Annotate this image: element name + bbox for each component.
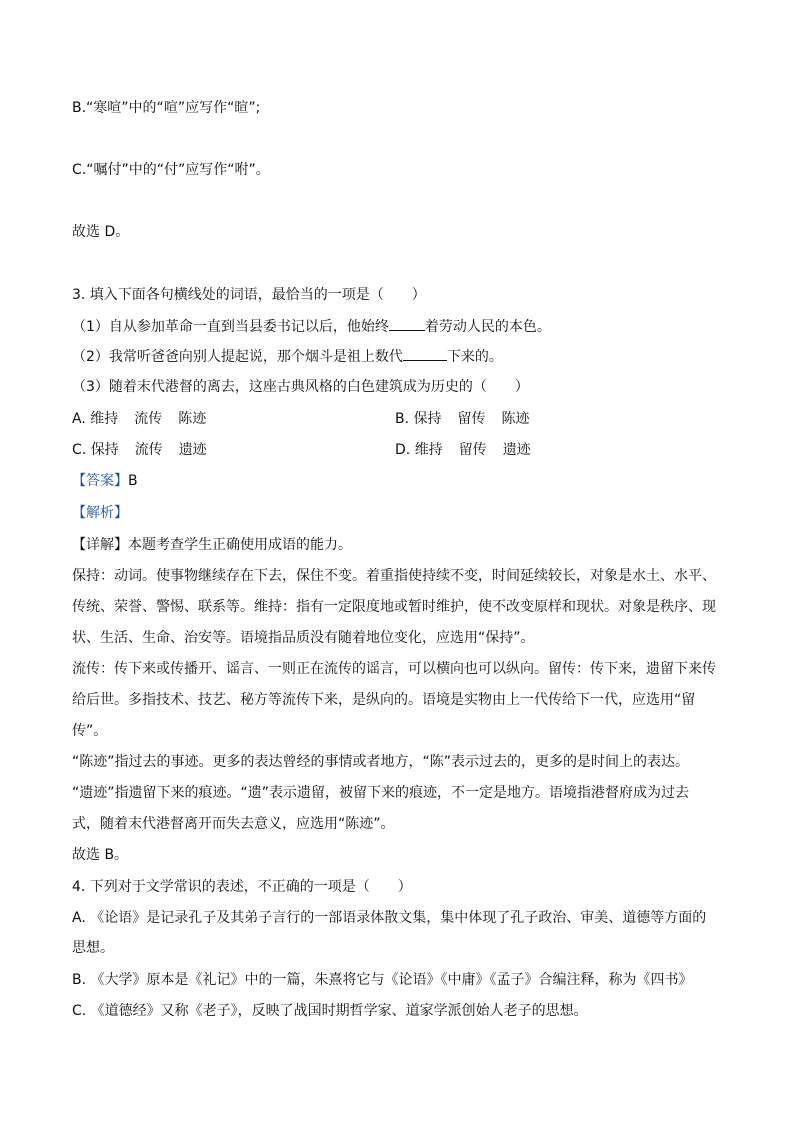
detail-line: “陈迹”指过去的事迹。更多的表达曾经的事情或者地方，“陈”表示过去的，更多的是时间上的表达。 [72, 754, 690, 770]
answer-line [72, 471, 138, 491]
option-word: 陈迹 [178, 411, 207, 427]
q3-option-a [72, 409, 206, 429]
option-letter: C. [72, 442, 87, 458]
option-word: 保持 [413, 411, 442, 427]
blank-line [389, 316, 425, 331]
detail-line: 传”。 [72, 723, 108, 739]
prev-option-b: B.“寒喧”中的“喧”应写作“暄”; [72, 100, 261, 116]
q4-option-a-cont: 思想。 [72, 940, 114, 956]
option-word: 流传 [134, 411, 163, 427]
option-word: 维持 [414, 442, 443, 458]
detail-tag: 【详解】 [72, 537, 128, 553]
q3-sentence-1 [72, 316, 551, 337]
q3-s1-b: 着劳动人民的本色。 [424, 319, 551, 335]
q3-option-c [72, 440, 207, 460]
q3-sentence-3: （3）随着末代港督的离去，这座古典风格的白色建筑成为历史的（ ） [72, 379, 529, 395]
option-letter: A. [72, 411, 86, 427]
option-word: 留传 [458, 442, 487, 458]
q4-option-c: C. 《道德经》又称《老子》，反映了战国时期哲学家、道家学派创始人老子的思想。 [72, 1003, 588, 1019]
option-letter: D. [395, 442, 411, 458]
prev-option-c: C.“嘱付”中的“付”应写作“咐”。 [72, 162, 270, 178]
detail-conclusion: 故选 B。 [72, 847, 129, 863]
detail-line-0: 【详解】本题考查学生正确使用成语的能力。 [72, 537, 352, 553]
detail-line: 式，随着末代港督离开而失去意义，应选用“陈迹”。 [72, 816, 395, 832]
analysis-tag: 【解析】 [72, 505, 128, 521]
q3-stem: 3. 填入下面各句横线处的词语，最恰当的一项是（ ） [72, 287, 426, 303]
q3-s2-b: 下来的。 [446, 349, 503, 365]
q3-s1-a: （1）自从参加革命一直到当县委书记以后，他始终 [72, 319, 389, 335]
option-word: 陈迹 [501, 411, 530, 427]
answer-value: B [128, 473, 138, 489]
detail-line: 状、生活、生命、治安等。语境指品质没有随着地位变化，应选用“保持”。 [72, 630, 535, 646]
option-letter: B. [395, 411, 410, 427]
detail-line: 传统、荣誉、警惕、联系等。维持：指有一定限度地或暂时维护，使不改变原样和现状。对象是秩序、现 [72, 599, 716, 615]
answer-tag: 【答案】 [72, 473, 128, 489]
prev-conclusion: 故选 D。 [72, 224, 130, 240]
q4-stem: 4. 下列对于文学常识的表述，不正确的一项是（ ） [72, 879, 412, 895]
detail-line: “遗迹”指遗留下来的痕迹。“遗”表示遗留，被留下来的痕迹，不一定是地方。语境指港督府成为过去 [72, 785, 690, 801]
q3-option-b [395, 409, 530, 429]
q3-sentence-2 [72, 346, 503, 367]
option-word: 遗迹 [502, 442, 531, 458]
option-word: 流传 [134, 442, 163, 458]
detail-line: 给后世。多指技术、技艺、秘方等流传下来，是纵向的。语境是实物由上一代传给下一代，应选用“留 [72, 692, 696, 708]
detail-line: 流传：传下来或传播开、谣言、一则正在流传的谣言，可以横向也可以纵向。留传：传下来，遗留下来传 [72, 661, 716, 677]
q3-option-d [395, 440, 531, 460]
option-word: 留传 [457, 411, 486, 427]
option-word: 保持 [90, 442, 119, 458]
detail-line: 保持：动词。使事物继续存在下去，保住不变。着重指使持续不变，时间延续较长，对象是水土、水平、 [72, 568, 716, 584]
q4-option-a: A. 《论语》是记录孔子及其弟子言行的一部语录体散文集，集中体现了孔子政治、审美、道德等方面的 [72, 910, 707, 926]
blank-line [403, 346, 447, 361]
q4-option-b: B. 《大学》原本是《礼记》中的一篇，朱熹将它与《论语》《中庸》《孟子》合编注释，称为《四书》 [72, 972, 693, 988]
option-word: 维持 [90, 411, 119, 427]
q3-s2-a: （2）我常听爸爸向别人提起说，那个烟斗是祖上数代 [72, 349, 403, 365]
option-word: 遗迹 [178, 442, 207, 458]
